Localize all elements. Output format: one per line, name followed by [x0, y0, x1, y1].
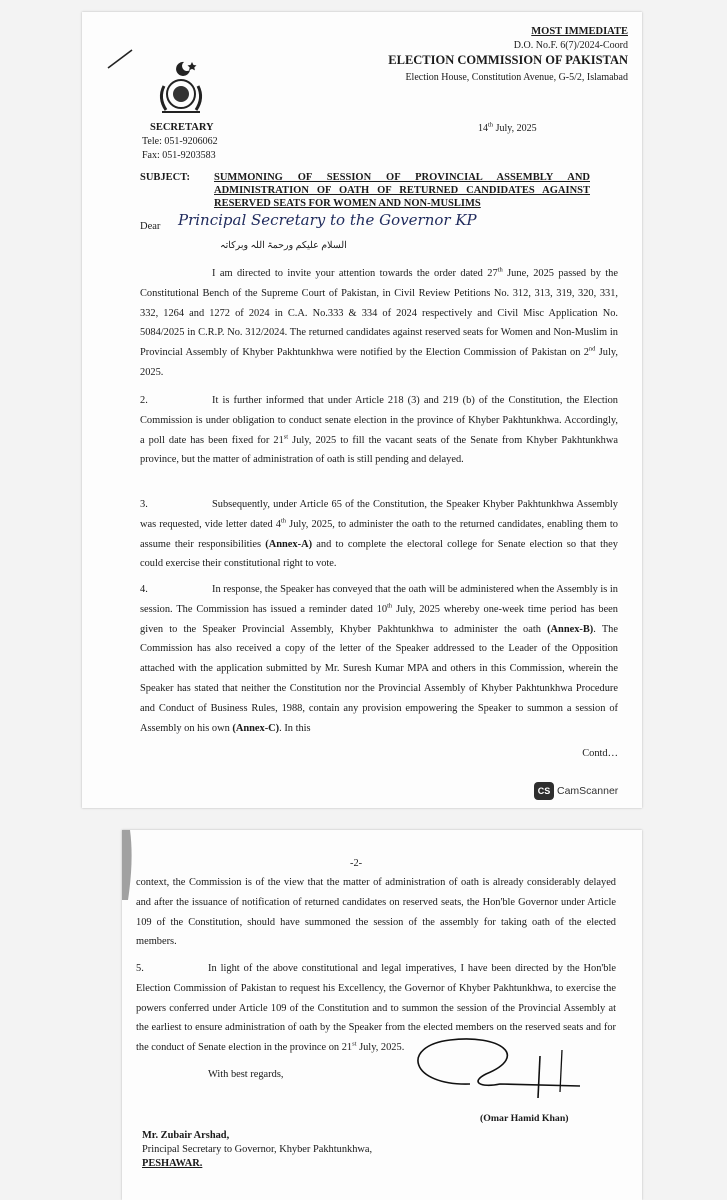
paragraph-4-continued: context, the Commission is of the view that the matter of administration of oath is already considerably delayed and after the issuance of notification of returned candidates on reserved seats, the Hon'ble Governor under Article 109 of the Constitution, should have summoned the session of the assembly for taking oath of the elected members.: [136, 877, 616, 948]
handwritten-addressee: Principal Secretary to the Governor KP: [178, 211, 477, 229]
paragraph-2: 2. It is further informed that under Article 218 (3) and 219 (b) of the Constitution, the Election Commission is under obligation to conduct senate election in the province of Khyber Pakhtunkhwa. Accordingly, a poll date has been fixed for 21st July, 2025 to fill the vacant seats of the Senate from Khyber Pakhtunkhwa province, but the matter of administration of oath is still pending and delayed.: [140, 395, 618, 466]
subject-label: SUBJECT:: [140, 172, 190, 183]
closing-regards: With best regards,: [208, 1069, 284, 1080]
paragraph-4: 4. In response, the Speaker has conveyed that the oath will be administered when the Assembly is in session. The Commission has issued a reminder dated 10th July, 2025 whereby one-week time period has been given to the Speaker Provincial Assembly, Khyber Pakhtunkhwa to administer the oath (Annex-B). The Commission has also received a copy of the letter of the Speaker addressed to the Leader of the Opposition attached with the application submitted by Mr. Suresh Kumar MPA and others in this Commission, wherein the Speaker has stated that neither the Constitution nor the Provincial Assembly of Khyber Pakhtunkhwa Procedure and Conduct of Business Rules, 1988, contain any provision empowering the Speaker to summon a session of Assembly on his own (Annex-C). In this: [140, 584, 619, 734]
paragraph-3: 3. Subsequently, under Article 65 of the Constitution, the Speaker Khyber Pakhtunkhwa Assembly was requested, vide letter dated 4th July, 2025, to administer the oath to the returned candidates, enabling them to assume their responsibilities (Annex-A) and to complete the electoral college for Senate election so that they could exercise their constitutional right to vote.: [140, 499, 618, 570]
org-name: ELECTION COMMISSION OF PAKISTAN: [388, 53, 628, 67]
signature-icon: [390, 1026, 590, 1126]
camscanner-label: CamScanner: [557, 785, 619, 797]
recipient-name: Mr. Zubair Arshad,: [142, 1130, 230, 1141]
do-number: D.O. No.F. 6(7)/2024-Coord: [513, 40, 628, 51]
ecp-emblem-icon: [152, 58, 210, 120]
letter-page-1: [82, 12, 642, 808]
recipient-city: PESHAWAR.: [142, 1158, 203, 1169]
org-address: Election House, Constitution Avenue, G-5/2, Islamabad: [405, 72, 628, 83]
continued-marker: Contd…: [582, 748, 618, 759]
paragraph-1: I am directed to invite your attention towards the order dated 27th June, 2025 passed by the Constitutional Bench of the Supreme Court of Pakistan, in Civil Review Petitions No. 312, 313, 319, 320, 331, 332, 1264 and 1272 of 2024 in C.A. No.333 & 334 of 2024 respectively and Civil Misc Application No. 5084/2025 in C.R.P. No. 312/2024. The returned candidates against reserved seats for Women and Non-Muslim in Provincial Assembly of Khyber Pakhtunkhwa were notified by the Election Commission of Pakistan on 2nd July, 2025.: [140, 266, 618, 378]
camscanner-badge: [534, 782, 618, 800]
subject-line-2: ADMINISTRATION OF OATH OF RETURNED CANDIDATES AGAINST: [214, 185, 590, 196]
subject-line-3: RESERVED SEATS FOR WOMEN AND NON-MUSLIMS: [214, 198, 481, 209]
signatory-name: (Omar Hamid Khan): [480, 1113, 569, 1124]
priority-label: MOST IMMEDIATE: [531, 26, 628, 37]
secretary-label: SECRETARY: [150, 122, 214, 133]
paragraph-5: 5. In light of the above constitutional and legal imperatives, I have been directed by the Hon'ble Election Commission of Pakistan to request his Excellency, the Governor of Khyber Pakhtunkhwa, to exercise the powers conferred under Article 109 of the Constitution and to summon the session of the Provincial Assembly at the earliest to ensure administration of oath by the Speaker from the elected members on the reserved seats and for the conduct of Senate election in the province on 21st July, 2025.: [136, 963, 616, 1054]
salutation-dear: Dear: [140, 221, 161, 232]
subject-line-1: SUMMONING OF SESSION OF PROVINCIAL ASSEMBLY AND: [214, 172, 590, 183]
page-number: -2-: [350, 858, 363, 869]
recipient-title: Principal Secretary to Governor, Khyber Pakhtunkhwa,: [142, 1144, 373, 1155]
pen-mark-icon: [106, 42, 136, 72]
letter-date: 14th July, 2025: [478, 121, 537, 134]
camscanner-logo-icon: CS: [534, 782, 554, 800]
tele-number: Tele: 051-9206062: [142, 136, 218, 147]
urdu-greeting: السلام علیکم ورحمۃ اللہ وبرکاتہ: [220, 241, 347, 251]
binding-shadow-icon: [122, 830, 136, 900]
fax-number: Fax: 051-9203583: [142, 150, 216, 161]
letter-page-2: [122, 830, 642, 1200]
